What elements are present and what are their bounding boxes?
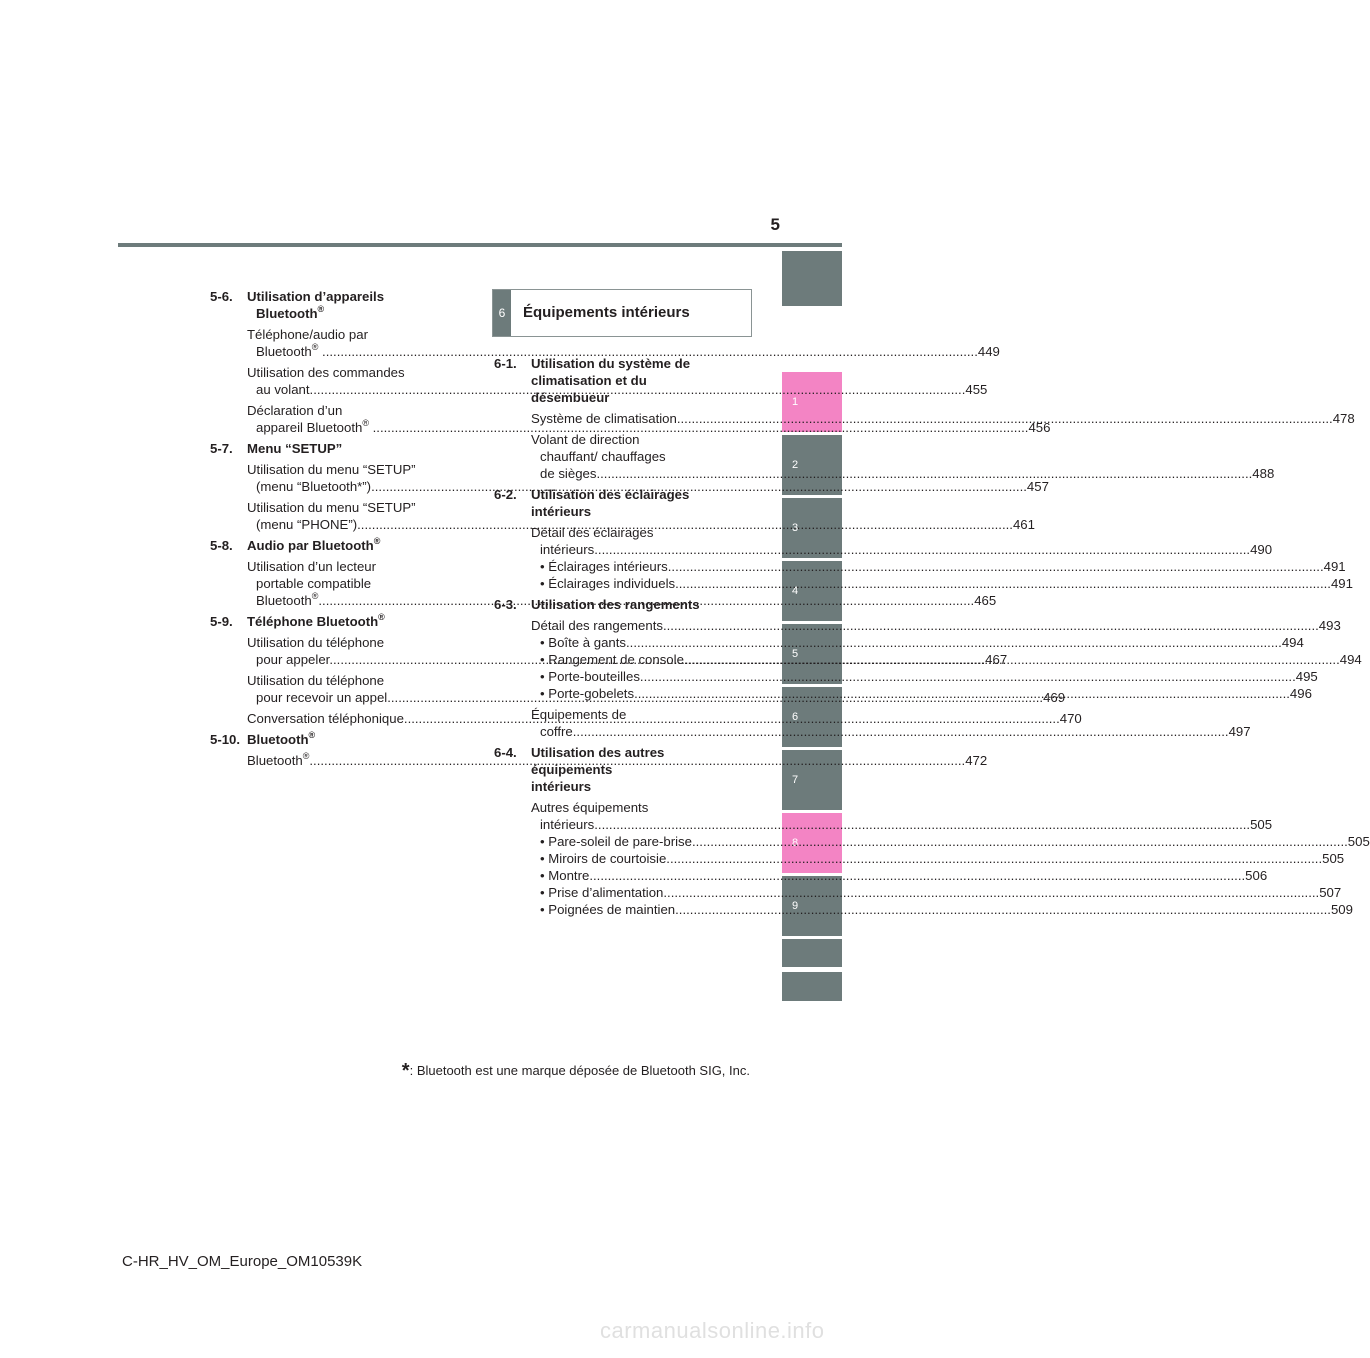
page-ref: 457 <box>1026 479 1049 494</box>
page-ref: 467 <box>985 652 1008 667</box>
toc-sub-list <box>531 833 1370 918</box>
toc-entry[interactable]: Bluetooth® ..... 472 <box>247 752 458 769</box>
toc-entry[interactable]: Détail des éclairages intérieurs ..... 490 <box>531 524 742 558</box>
page-ref: 455 <box>965 382 988 397</box>
page-ref: 509 <box>1330 902 1353 917</box>
toc-entry[interactable]: Volant de direction chauffant/ chauffages de sièges ..... 488 <box>531 431 742 482</box>
page-ref: 461 <box>1012 517 1035 532</box>
toc-section-5-9[interactable]: 5-9. Téléphone Bluetooth® <box>210 611 385 629</box>
toc-entry[interactable]: Utilisation du téléphone pour recevoir un appel ..... 469 <box>247 672 458 706</box>
watermark: carmanualsonline.info <box>600 1318 825 1343</box>
toc-sub-entry[interactable]: • Boîte à gants ..... 494 <box>531 634 742 651</box>
toc-section-6-2[interactable]: 6-2. Utilisation des éclairages intérieurs <box>494 487 690 519</box>
chapter-tab-6[interactable]: 6 <box>782 687 842 747</box>
toc-section-5-7[interactable]: 5-7. Menu “SETUP” <box>210 441 343 456</box>
page-ref: 470 <box>1059 711 1082 726</box>
toc-section-6-4[interactable]: 6-4. Utilisation des autres équipements intérieurs <box>494 745 665 794</box>
footnote: *: Bluetooth est une marque déposée de Bluetooth SIG, Inc. <box>401 1060 750 1082</box>
toc-section-6-1[interactable]: 6-1. Utilisation du système de climatisation et du désembueur <box>494 356 691 405</box>
toc-entry[interactable]: Utilisation d’un lecteur portable compatible Bluetooth® ..... 465 <box>247 558 458 609</box>
toc-section-6-3[interactable]: 6-3. Utilisation des rangements <box>494 597 700 612</box>
toc-entry[interactable]: Utilisation des commandes au volant ..... 455 <box>247 364 458 398</box>
toc-entry[interactable]: Détail des rangements ..... 493 <box>531 617 742 634</box>
page-ref: 456 <box>1028 420 1051 435</box>
page-ref: 491 <box>1330 576 1353 591</box>
toc-sub-entry[interactable]: • Porte-gobelets ..... 496 <box>531 685 742 702</box>
toc-sub-entry[interactable]: • Rangement de console ..... 494 <box>531 651 742 668</box>
toc-sub-entry[interactable]: • Éclairages individuels ..... 491 <box>531 575 742 592</box>
toc-sub-entry[interactable]: • Pare-soleil de pare-brise ..... 505 <box>531 833 742 850</box>
toc-sub-entry[interactable]: • Porte-bouteilles ..... 495 <box>531 668 742 685</box>
chapter-tab-blank-0[interactable] <box>782 251 842 306</box>
page-ref: 472 <box>965 753 988 768</box>
page-ref: 491 <box>1323 559 1346 574</box>
toc-sub-entry[interactable]: • Prise d’alimentation ..... 507 <box>531 884 742 901</box>
page-ref: 494 <box>1339 652 1362 667</box>
chapter-header[interactable] <box>492 289 752 337</box>
toc-section-5-10[interactable]: 5-10. Bluetooth® <box>210 729 316 747</box>
toc-sub-entry[interactable]: • Poignées de maintien ..... 509 <box>531 901 742 918</box>
chapter-tab-1[interactable]: 1 <box>782 372 842 432</box>
chapter-tab-3[interactable]: 3 <box>782 498 842 558</box>
chapter-tab-blank-11[interactable] <box>782 972 842 1001</box>
document-id: C-HR_HV_OM_Europe_OM10539K <box>122 1253 363 1270</box>
page-ref: 497 <box>1228 724 1251 739</box>
toc-sub-entry[interactable]: • Éclairages intérieurs ..... 491 <box>531 558 742 575</box>
page-ref: 495 <box>1295 669 1318 684</box>
page-number: 5 <box>770 215 780 234</box>
chapter-tab-7[interactable]: 7 <box>782 750 842 810</box>
toc-entry[interactable]: Équipements de coffre ..... 497 <box>531 706 742 740</box>
page-ref: 490 <box>1250 542 1273 557</box>
page-ref: 505 <box>1250 817 1273 832</box>
toc-sub-entry[interactable]: • Miroirs de courtoisie ..... 505 <box>531 850 742 867</box>
toc-entry[interactable]: Conversation téléphonique ..... 470 <box>247 710 458 727</box>
page-ref: 465 <box>974 593 997 608</box>
chapter-title: Équipements intérieurs <box>523 304 690 321</box>
page-ref: 493 <box>1318 618 1341 633</box>
page-ref: 449 <box>977 344 1000 359</box>
chapter-tab-9[interactable]: 9 <box>782 876 842 936</box>
toc-entry[interactable]: Déclaration d’un appareil Bluetooth® ..... 456 <box>247 402 458 436</box>
page-ref: 505 <box>1322 851 1345 866</box>
chapter-tab-4[interactable]: 4 <box>782 561 842 621</box>
chapter-tab-blank-10[interactable] <box>782 939 842 967</box>
page-ref: 507 <box>1319 885 1342 900</box>
toc-entry[interactable]: Téléphone/audio par Bluetooth® ..... 449 <box>247 326 458 360</box>
toc-entry[interactable]: Utilisation du téléphone pour appeler ..... 467 <box>247 634 458 668</box>
page-ref: 496 <box>1289 686 1312 701</box>
chapter-number: 6 <box>493 290 511 336</box>
page-ref: 506 <box>1245 868 1268 883</box>
chapter-tab-8[interactable]: 8 <box>782 813 842 873</box>
chapter-tab-5[interactable]: 5 <box>782 624 842 684</box>
toc-section-5-6[interactable]: 5-6. Utilisation d’appareils Bluetooth® <box>210 289 385 321</box>
toc-sub-list <box>531 558 1353 592</box>
page-ref: 478 <box>1332 411 1355 426</box>
toc-section-5-8[interactable]: 5-8. Audio par Bluetooth® <box>210 535 381 553</box>
chapter-tab-2[interactable]: 2 <box>782 435 842 495</box>
toc-entry[interactable]: Utilisation du menu “SETUP” (menu “PHONE”) ..... 461 <box>247 499 458 533</box>
page-ref: 494 <box>1281 635 1304 650</box>
toc-sub-entry[interactable]: • Montre ..... 506 <box>531 867 742 884</box>
page-ref: 488 <box>1252 466 1275 481</box>
header-rule <box>118 243 842 247</box>
toc-entry[interactable]: Autres équipements intérieurs ..... 505 <box>531 799 742 833</box>
toc-entry[interactable]: Utilisation du menu “SETUP” (menu “Bluetooth*”) ..... 457 <box>247 461 458 495</box>
toc-entry[interactable]: Système de climatisation ..... 478 <box>531 410 742 427</box>
page-ref: 469 <box>1043 690 1066 705</box>
page-ref: 505 <box>1347 834 1370 849</box>
